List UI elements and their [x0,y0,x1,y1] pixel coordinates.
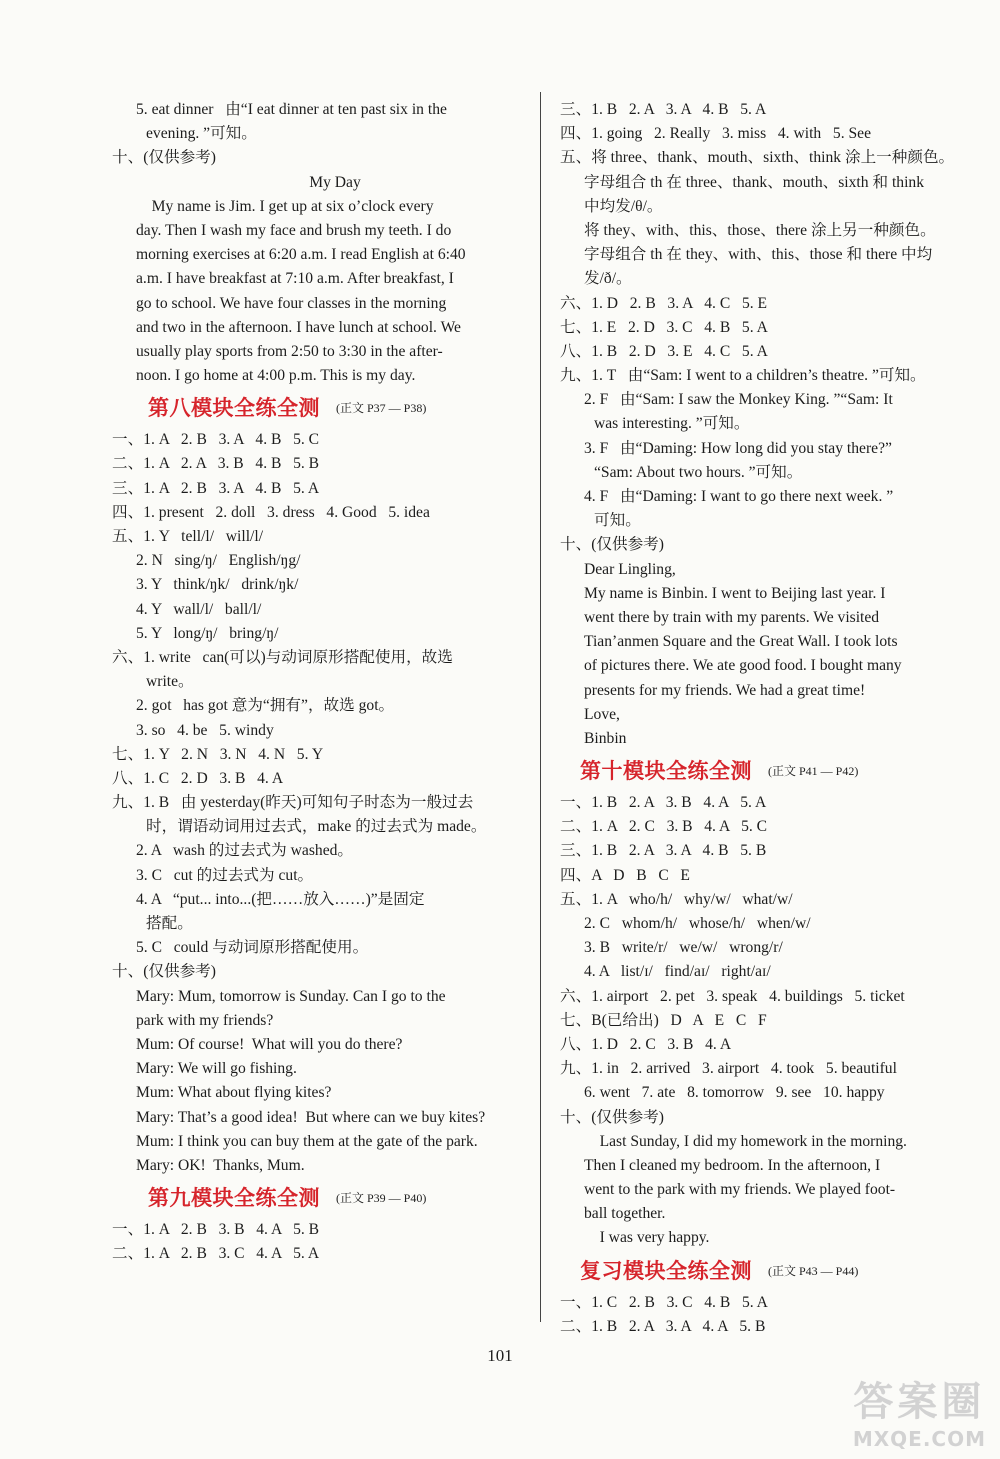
watermark-title: 答案圈 [853,1379,986,1425]
section-heading-module-9 [112,1178,522,1218]
heading-page-ref: (正文 P39 — P40) [336,1190,427,1205]
answer-line: 中均发/θ/。 [584,197,663,215]
answer-line: 八、1. C 2. D 3. B 4. A [112,769,284,787]
answer-line: 5. Y long/ŋ/ bring/ŋ/ [136,624,279,642]
answer-line: 2. got has got 意为“拥有”，故选 got。 [136,697,395,715]
answer-line: 2. F 由“Sam: I saw the Monkey King. ”“Sam: It [584,391,893,409]
answer-line: morning exercises at 6:20 a.m. I read English at 6:40 [136,246,466,264]
answer-line: 四、A D B C E [560,866,690,884]
right-column [560,98,980,1339]
answer-line: 五、1. A who/h/ why/w/ what/w/ [560,890,793,908]
answer-line: 十、(仅供参考) [560,1108,664,1126]
section-heading-module-10 [560,751,980,791]
section-heading-module-8 [112,388,522,428]
answer-line: noon. I go home at 4:00 p.m. This is my day. [136,367,416,385]
answer-line: Tian’anmen Square and the Great Wall. I took lots [584,633,898,651]
answer-line: write。 [146,673,194,691]
module-9-answers [112,1218,522,1266]
answer-line: 十、(仅供参考) [112,963,216,981]
answer-line: 4. F 由“Daming: I want to go there next week. ” [584,488,894,505]
answer-line: 3. so 4. be 5. windy [136,721,274,739]
answer-line: 九、1. in 2. arrived 3. airport 4. took 5. beautiful [560,1060,897,1078]
answer-line: ball together. [584,1205,666,1223]
answer-line: 三、1. B 2. A 3. A 4. B 5. A [560,101,767,118]
answer-line: day. Then I wash my face and brush my teeth. I do [136,221,452,239]
answer-line: 八、1. B 2. D 3. E 4. C 5. A [560,342,768,360]
left-column [112,98,522,1266]
answer-line: My Day [309,173,361,191]
answer-line: 6. went 7. ate 8. tomorrow 9. see 10. happy [584,1084,885,1102]
answer-line: 七、B(已给出) D A E C F [560,1011,767,1029]
answer-line: 一、1. C 2. B 3. C 4. B 5. A [560,1293,768,1311]
answer-line: 2. A wash 的过去式为 washed。 [136,842,354,860]
page-number: 101 [487,1346,513,1365]
answer-line: Mary: That’s a good idea! But where can we buy kites? [136,1108,486,1126]
answer-line: 十、(仅供参考) [112,149,216,167]
answer-line: of pictures there. We ate good food. I bought many [584,657,902,675]
answer-line: 发/ð/。 [584,270,632,288]
answer-line: 5. eat dinner 由“I eat dinner at ten past six in the [136,101,447,118]
answer-line: Love, [584,705,620,723]
answer-line: Mary: OK! Thanks, Mum. [136,1156,305,1174]
answer-line: 三、1. B 2. A 3. A 4. B 5. B [560,842,767,860]
answer-line: 二、1. A 2. C 3. B 4. A 5. C [560,818,768,836]
answer-line: went to the park with my friends. We played foot- [584,1181,896,1199]
module-8-answers [112,428,522,1178]
answer-line: 可知。 [594,512,641,530]
answer-line: Mary: Mum, tomorrow is Sunday. Can I go to the [136,987,446,1005]
section-heading-review-module [560,1251,980,1291]
answer-line: Mum: What about flying kites? [136,1084,332,1102]
answer-line: Mum: I think you can buy them at the gate of the park. [136,1132,478,1150]
review-module-answers [560,1291,980,1339]
answer-line: 六、1. D 2. B 3. A 4. C 5. E [560,294,768,312]
heading-title: 第十模块全练全测 [580,758,752,783]
answer-line: presents for my friends. We had a great time! [584,681,866,699]
answer-line: go to school. We have four classes in the morning [136,294,447,312]
module-10-answers [560,791,980,1251]
answer-line: 八、1. D 2. C 3. B 4. A [560,1035,732,1053]
answer-line: 4. A “put... into...(把……放入……)”是固定 [136,890,425,908]
answer-line: 四、1. going 2. Really 3. miss 4. with 5. See [560,125,871,143]
answer-line: 时，谓语动词用过去式，make 的过去式为 made。 [146,818,487,836]
answer-line: park with my friends? [136,1011,274,1029]
answer-line: 四、1. present 2. doll 3. dress 4. Good 5. idea [112,503,430,521]
answer-line: 4. Y wall/l/ ball/l/ [136,600,262,618]
answer-line: went there by train with my parents. We visited [584,608,880,626]
answer-line: 二、1. A 2. B 3. C 4. A 5. A [112,1245,320,1263]
left-pre-block [112,98,522,388]
answer-line: 5. C could 与动词原形搭配使用。 [136,939,369,957]
answer-line: Then I cleaned my bedroom. In the afternoon, I [584,1156,881,1174]
answer-line: 将 they、with、this、those、there 涂上另一种颜色。 [584,221,936,239]
answer-line: 字母组合 th 在 three、thank、mouth、sixth 和 think [584,173,925,191]
answer-line: 七、1. Y 2. N 3. N 4. N 5. Y [112,745,324,763]
answer-line: 六、1. airport 2. pet 3. speak 4. buildings 5. ticket [560,987,905,1005]
answer-line: 3. F 由“Daming: How long did you stay there?” [584,439,892,457]
answer-line: “Sam: About two hours. ”可知。 [594,463,803,481]
answer-line: 2. N sing/ŋ/ English/ŋg/ [136,552,301,570]
answer-line: usually play sports from 2:50 to 3:30 in the after- [136,342,443,360]
answer-line: Mary: We will go fishing. [136,1060,297,1078]
module-9-answers-continued [560,98,980,751]
answer-line: 九、1. B 由 yesterday(昨天)可知句子时态为一般过去 [112,794,474,812]
answer-line: 三、1. A 2. B 3. A 4. B 5. A [112,479,320,497]
answer-line: Dear Lingling, [584,560,676,578]
answer-line: a.m. I have breakfast at 7:10 a.m. After breakfast, I [136,270,454,288]
answer-line: My name is Jim. I get up at six o’clock every [136,197,434,215]
answer-line: 二、1. A 2. A 3. B 4. B 5. B [112,455,320,473]
answer-line: 3. C cut 的过去式为 cut。 [136,866,314,884]
heading-page-ref: (正文 P37 — P38) [336,401,427,416]
answer-line: 六、1. write can(可以)与动词原形搭配使用，故选 [112,648,453,666]
answer-line: 字母组合 th 在 they、with、this、those 和 there 中均 [584,246,933,264]
answer-line: 七、1. E 2. D 3. C 4. B 5. A [560,318,768,336]
answer-line: 二、1. B 2. A 3. A 4. A 5. B [560,1317,766,1335]
answer-line: 五、将 three、thank、mouth、sixth、think 涂上一种颜色。 [560,149,955,167]
answer-line: 3. Y think/ŋk/ drink/ŋk/ [136,576,299,594]
answer-line: 一、1. A 2. B 3. B 4. A 5. B [112,1221,320,1239]
answer-line: 五、1. Y tell/l/ will/l/ [112,528,264,545]
watermark-url: MXQE.COM [852,1427,986,1451]
answer-line: 4. A list/ɪ/ find/aɪ/ right/aɪ/ [584,963,771,981]
heading-title: 复习模块全练全测 [580,1258,752,1283]
answer-line: was interesting. ”可知。 [594,415,750,433]
answer-line: 一、1. A 2. B 3. A 4. B 5. C [112,431,320,449]
answer-line: 2. C whom/h/ whose/h/ when/w/ [584,915,811,932]
heading-page-ref: (正文 P43 — P44) [768,1263,859,1278]
answer-line: Binbin [584,729,627,747]
heading-title: 第九模块全练全测 [148,1185,320,1210]
answer-line: I was very happy. [584,1229,710,1247]
answer-line: evening. ”可知。 [146,125,257,143]
answer-line: My name is Binbin. I went to Beijing last year. I [584,584,886,602]
answer-line: and two in the afternoon. I have lunch at school. We [136,318,461,336]
heading-title: 第八模块全练全测 [148,396,320,421]
answer-line: 搭配。 [146,915,193,932]
answer-line: Mum: Of course! What will you do there? [136,1035,403,1053]
watermark-logo [853,1370,986,1451]
column-divider [540,92,541,1322]
answer-line: 九、1. T 由“Sam: I went to a children’s theatre. ”可知。 [560,367,926,385]
answer-line: 一、1. B 2. A 3. B 4. A 5. A [560,794,767,812]
heading-page-ref: (正文 P41 — P42) [768,763,859,778]
answer-line: 十、(仅供参考) [560,536,664,554]
answer-line: Last Sunday, I did my homework in the morning. [584,1132,907,1150]
answer-line: 3. B write/r/ we/w/ wrong/r/ [584,939,783,957]
